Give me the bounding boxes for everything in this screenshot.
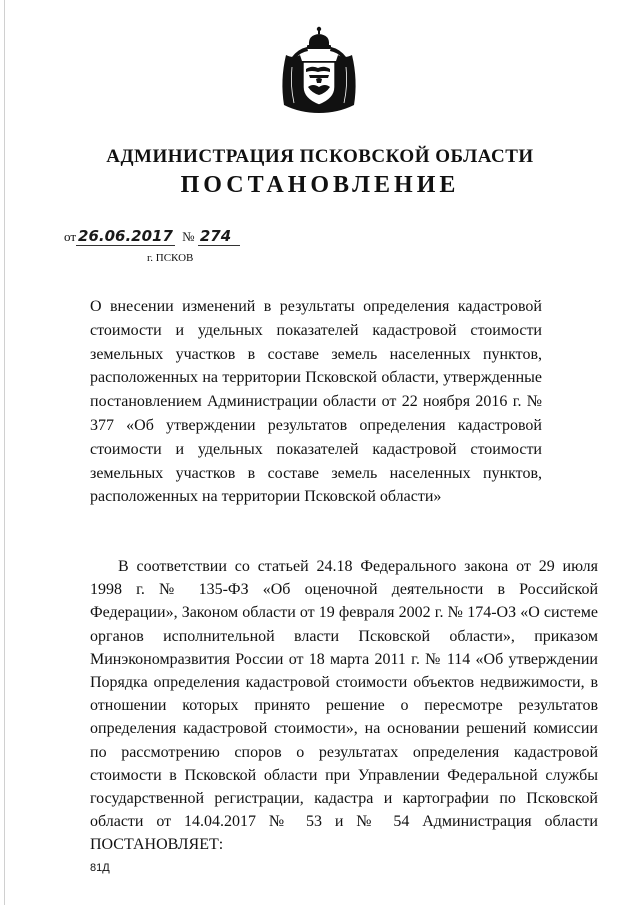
footer-code: 81Д	[90, 862, 110, 874]
pskov-coat-of-arms-icon	[278, 25, 360, 115]
document-number: 274	[199, 227, 232, 245]
document-body	[90, 555, 598, 857]
date-prefix: от	[64, 229, 77, 244]
organization-title: АДМИНИСТРАЦИЯ ПСКОВСКОЙ ОБЛАСТИ	[106, 146, 534, 167]
document-type-title: ПОСТАНОВЛЕНИЕ	[180, 172, 460, 198]
document-subject: О внесении изменений в результаты определения кадастровой стоимости и удельных показателей кадастровой стоимости земельных участков в составе земель населенных пунктов, расположенных на территории Псковской области, утвержденные постановлением Администрации области от 22 ноября 2016 г. № 377 «Об утверждении результатов определения кадастровой стоимости и удельных показателей кадастровой стоимости земельных участков в составе земель населенных пунктов, расположенных на территории Псковской области»	[90, 298, 542, 506]
date-number-line	[64, 227, 240, 246]
document-date: 26.06.2017	[78, 227, 173, 245]
page-edge-divider	[4, 0, 5, 905]
city-label: г. ПСКОВ	[147, 252, 194, 264]
body-paragraph: В соответствии со статьей 24.18 Федерального закона от 29 июля 1998 г. № 135-ФЗ «Об оценочной деятельности в Российской Федерации», Законом области от 19 февраля 2002 г. № 174-ОЗ «О системе органов исполнительной власти Псковской области», приказом Минэкономразвития России от 18 марта 2011 г. № 114 «Об утверждении Порядка определения кадастровой стоимости объектов недвижимости, в отношении которых принято решение о пересмотре результатов определения кадастровой стоимости», на основании решений комиссии по рассмотрению споров о результатах определения кадастровой стоимости в Псковской области при Управлении Федеральной службы государственной регистрации, кадастра и картографии по Псковской области от 14.04.2017 № 53 и № 54 Администрация области ПОСТАНОВЛЯЕТ:	[90, 558, 598, 854]
number-prefix: №	[182, 229, 195, 244]
